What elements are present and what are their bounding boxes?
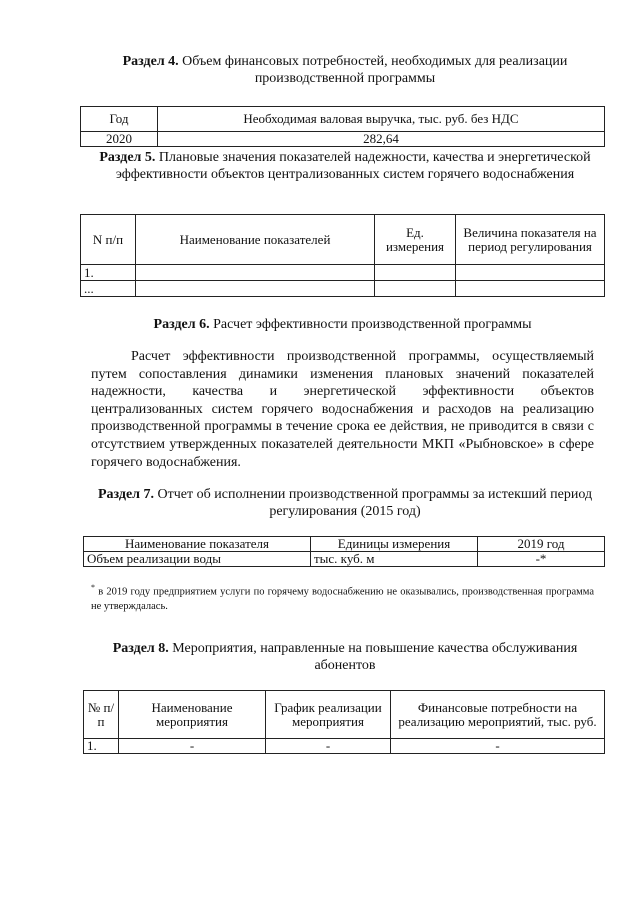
section-4-number: Раздел 4.: [122, 54, 179, 69]
cell-activity-name: -: [119, 739, 266, 754]
footnote-mark: *: [91, 583, 95, 592]
table-header-row: [84, 537, 605, 552]
cell-unit: [375, 281, 456, 297]
section-8-table: [83, 690, 605, 754]
table-header-row: [81, 107, 605, 132]
section-5-title-text: Плановые значения показателей надежности, качества и энергетической эффективности объектов централизованных систем горячего водоснабжения: [115, 150, 591, 182]
section-6-number: Раздел 6.: [153, 317, 210, 332]
table-row: [84, 552, 605, 567]
table-row: [84, 739, 605, 754]
header-value: Величина показателя на период регулирования: [456, 215, 605, 265]
cell-value: [456, 265, 605, 281]
cell-value: [456, 281, 605, 297]
header-revenue: Необходимая валовая выручка, тыс. руб. без НДС: [158, 107, 605, 132]
header-indicator-name: Наименование показателей: [136, 215, 375, 265]
section-7-footnote: [91, 581, 594, 614]
cell-name: [136, 281, 375, 297]
header-number: N п/п: [81, 215, 136, 265]
section-4-title-text: Объем финансовых потребностей, необходимых для реализации производственной программы: [182, 54, 568, 86]
section-8-title-text: Мероприятия, направленные на повышение качества обслуживания абонентов: [172, 641, 578, 673]
section-6-title: [80, 316, 605, 333]
table-row: [81, 265, 605, 281]
table-header-row: [81, 215, 605, 265]
section-7-title-text: Отчет об исполнении производственной программы за истекший период регулирования (2015 год): [157, 487, 593, 519]
section-4-table: [80, 106, 605, 147]
header-year: Год: [81, 107, 158, 132]
section-7-number: Раздел 7.: [97, 487, 155, 502]
section-7-table: [83, 536, 605, 567]
cell-number: 1.: [84, 739, 119, 754]
section-8-title: [85, 640, 605, 674]
header-unit: Единицы измерения: [311, 537, 478, 552]
cell-schedule: -: [266, 739, 391, 754]
cell-unit: [375, 265, 456, 281]
header-year: 2019 год: [478, 537, 605, 552]
cell-financial-needs: -: [391, 739, 605, 754]
section-8-number: Раздел 8.: [112, 641, 169, 656]
cell-unit: тыс. куб. м: [311, 552, 478, 567]
cell-year: 2020: [81, 132, 158, 147]
header-unit: Ед. измерения: [375, 215, 456, 265]
header-indicator: Наименование показателя: [84, 537, 311, 552]
header-activity-name: Наименование мероприятия: [119, 691, 266, 739]
table-header-row: [84, 691, 605, 739]
table-row: [81, 281, 605, 297]
section-6-paragraph: Расчет эффективности производственной программы, осуществляемый путем сопоставления динамики изменения плановых значений показателей надежности, качества и энергетической эффективности объектов централизованных систем горячего водоснабжения и расходов на реализацию производственной программы в течение срока ее действия, не приводится в связи с отсутствием утвержденных показателей деятельности МКП «Рыбновское» в сфере горячего водоснабжения.: [91, 349, 594, 470]
cell-revenue: 282,64: [158, 132, 605, 147]
section-4-title: [100, 53, 590, 87]
cell-value: -*: [478, 552, 605, 567]
section-5-title: [85, 149, 605, 183]
section-5-number: Раздел 5.: [99, 150, 156, 165]
cell-indicator: Объем реализации воды: [84, 552, 311, 567]
cell-number: 1.: [81, 265, 136, 281]
cell-number: ...: [81, 281, 136, 297]
section-6-title-text: Расчет эффективности производственной программы: [213, 317, 532, 332]
table-row: [81, 132, 605, 147]
header-number: № п/п: [84, 691, 119, 739]
header-schedule: График реализации мероприятия: [266, 691, 391, 739]
section-7-title: [95, 486, 595, 520]
footnote-text: в 2019 году предприятием услуги по горячему водоснабжению не оказывались, производственная программа не утверждалась.: [91, 586, 595, 612]
header-financial-needs: Финансовые потребности на реализацию мероприятий, тыс. руб.: [391, 691, 605, 739]
section-5-table: [80, 214, 605, 297]
cell-name: [136, 265, 375, 281]
